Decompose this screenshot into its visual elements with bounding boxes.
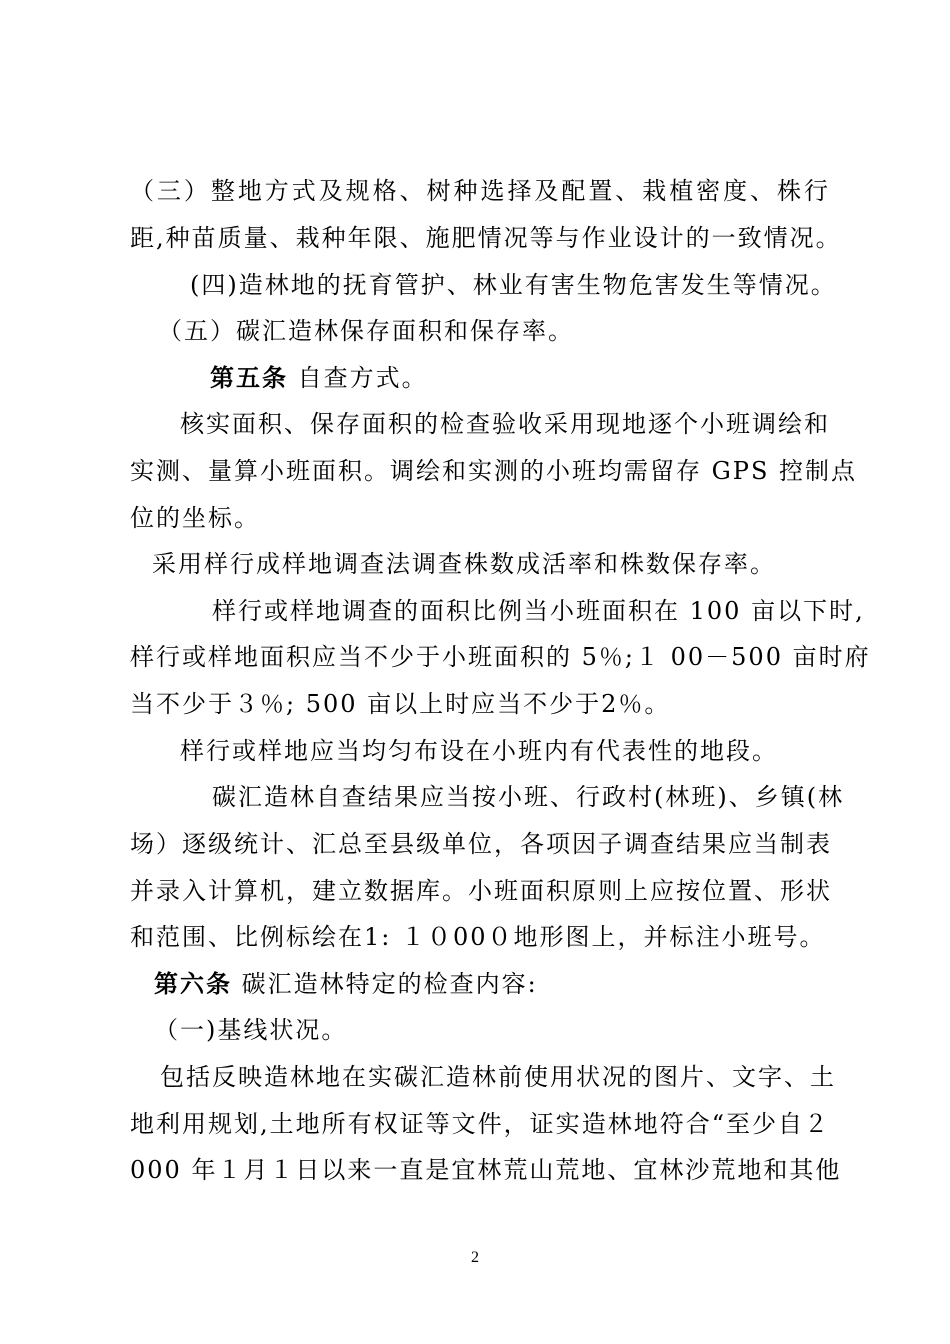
text-line: 实测、量算小班面积。调绘和实测的小班均需留存 GPS 控制点 [130, 457, 858, 485]
text-line: 碳汇造林自查结果应当按小班、行政村(林班)、乡镇(林 [212, 783, 845, 811]
text-line: 核实面积、保存面积的检查验收采用现地逐个小班调绘和 [180, 410, 830, 438]
text-line: 样行或样地调查的面积比例当小班面积在 100 亩以下时, [212, 597, 865, 625]
text-line: 采用样行成样地调查法调查株数成活率和株数保存率。 [152, 550, 776, 578]
page-number: 2 [471, 1249, 479, 1266]
text-line: （五）碳汇造林保存面积和保存率。 [158, 317, 574, 345]
text-line: 场）逐级统计、汇总至县级单位，各项因子调查结果应当制表 [130, 830, 832, 858]
text-line: (四)造林地的抚育管护、林业有害生物危害发生等情况。 [190, 271, 837, 299]
article-5-heading [210, 363, 830, 393]
article-label: 第六条 [154, 970, 232, 998]
text-line: 位的坐标。 [130, 504, 260, 532]
article-title: 碳汇造林特定的检查内容: [241, 970, 538, 998]
text-line: 并录入计算机，建立数据库。小班面积原则上应按位置、形状 [130, 877, 832, 905]
text-line: 当不少于３％; 500 亩以上时应当不少于2％。 [130, 690, 671, 718]
text-line: 地利用规划,土地所有权证等文件，证实造林地符合“至少自２ [130, 1110, 830, 1138]
text-line: 包括反映造林地在实碳汇造林前使用状况的图片、文字、土 [160, 1063, 836, 1091]
text-line: 距,种苗质量、栽种年限、施肥情况等与作业设计的一致情况。 [130, 224, 842, 252]
article-title: 自查方式。 [297, 364, 428, 392]
text-line: 000 年１月１日以来一直是宜林荒山荒地、宜林沙荒地和其他 [130, 1156, 842, 1184]
text-line: （一)基线状况。 [154, 1016, 348, 1044]
text-line: （三）整地方式及规格、树种选择及配置、栽植密度、株行 [130, 177, 830, 205]
text-line: 和范围、比例标绘在1: １０00０地形图上，并标注小班号。 [130, 923, 826, 951]
article-6-heading [154, 969, 830, 999]
article-label: 第五条 [210, 364, 288, 392]
text-line: 样行或样地面积应当不少于小班面积的 5％;１ 00－500 亩时府 [130, 643, 871, 671]
text-line: 样行或样地应当均匀布设在小班内有代表性的地段。 [180, 737, 778, 765]
